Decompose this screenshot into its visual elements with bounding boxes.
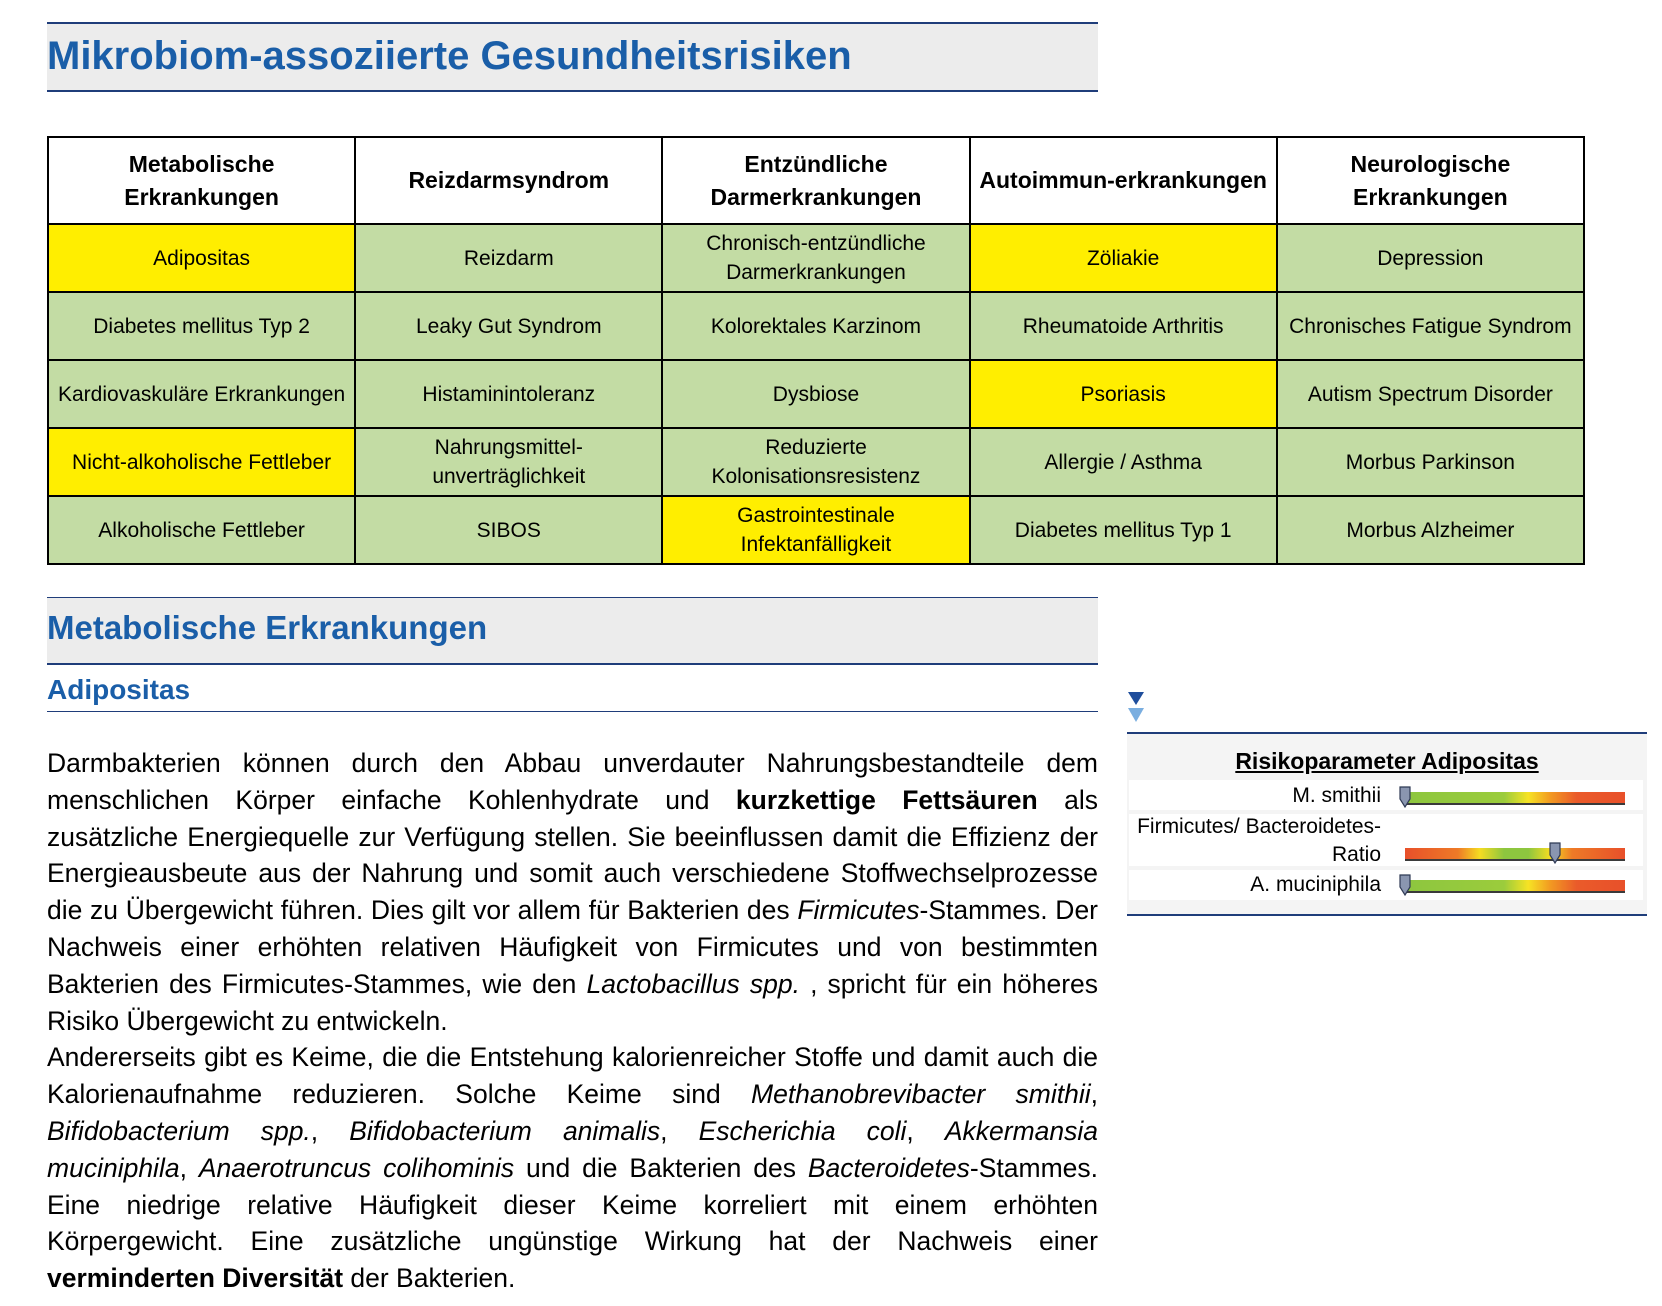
gauge-baseline [1405,891,1625,893]
risk-parameter-label: M. smithii [1292,784,1381,807]
text-run: , [906,1115,945,1146]
table-cell: Chronisches Fatigue Syndrom [1277,292,1584,360]
table-cell: Rheumatoide Arthritis [970,292,1277,360]
gauge-pointer-icon [1399,874,1411,896]
gauge-baseline [1405,803,1625,805]
table-row [48,224,1584,292]
table-row [48,360,1584,428]
text-run: -Stammes. Der Nachweis einer erhöhten relativen Häufigkeit von Firmicutes und von bestimmten Bakterien des Firmicutes-Stammes, wie den [47,895,1099,999]
subsection-header [47,670,1098,712]
header-neurological: Neurologische Erkrankungen [1277,137,1584,224]
table-cell: Kolorektales Karzinom [662,292,969,360]
header-ibd: Entzündliche Darmerkrankungen [662,137,969,224]
table-cell: Alkoholische Fettleber [48,496,355,564]
subsection-title: Adipositas [47,674,191,705]
text-run: , [660,1115,699,1146]
table-cell: Histaminintoleranz [355,360,662,428]
gauge-pointer-icon [1549,842,1561,864]
header-metabolic: Metabolische Erkrankungen [48,137,355,224]
section-title: Metabolische Erkrankungen [47,609,488,646]
text-run: als zusätzliche Energiequelle zur Verfügung stellen. Sie beeinflussen damit die Effizienz der Energieausbeute aus der Nahrung und somit auch verschiedene Stoffwechselprozesse die zu Übergewicht führen. Dies gilt vor allem für Bakterien des [47,784,1098,926]
page-title: Mikrobiom-assoziierte Gesundheitsrisiken [47,34,852,78]
table-cell: Kardiovaskuläre Erkrankungen [48,360,355,428]
text-run: , [1090,1079,1098,1110]
table-cell: Diabetes mellitus Typ 1 [970,496,1277,564]
text-run: -Stammes. Eine niedrige relative Häufigkeit dieser Keime korreliert mit einem erhöhten Körpergewicht. Eine zusätzliche ungünstige Wirkung hat der Nachweis einer [47,1152,1098,1257]
italic-text: Bacteroidetes [807,1152,970,1183]
text-run: Darmbakterien können durch den Abbau unverdauter Nahrungsbestandteile dem menschlichen Körper einfache Kohlenhydrate und [47,748,1098,815]
table-row [48,292,1584,360]
body-paragraph-1 [47,745,1098,1039]
risk-overview-table [47,136,1585,565]
text-run: , [310,1115,350,1146]
italic-text: Bifidobacterium animalis [349,1115,661,1146]
risk-parameter-panel [1127,732,1647,916]
table-header-row [48,137,1584,224]
italic-text: Firmicutes [797,895,920,926]
table-row [48,496,1584,564]
table-cell: Leaky Gut Syndrom [355,292,662,360]
page-title-band [47,22,1098,92]
risk-gauge-bar [1405,880,1625,892]
body-paragraph-2 [47,1039,1098,1297]
table-cell: Reizdarm [355,224,662,292]
table-row [48,428,1584,496]
table-cell: Reduzierte Kolonisationsresistenz [662,428,969,496]
table-cell: Nicht-alkoholische Fettleber [48,428,355,496]
risk-gauge-bar [1405,792,1625,804]
text-run: und die Bakterien des [514,1152,808,1183]
risk-gauge-bar [1405,848,1625,860]
italic-text: Bifidobacterium spp. [47,1115,311,1146]
table-cell: Autism Spectrum Disorder [1277,360,1584,428]
text-run: , spricht für ein höheres Risiko Übergewicht zu entwickeln. [47,968,1099,1036]
table-cell: Allergie / Asthma [970,428,1277,496]
italic-text: Anaerotruncus colihominis [198,1152,515,1183]
text-run: Andererseits gibt es Keime, die die Entstehung kalorienreicher Stoffe und damit auch die Kalorienaufnahme reduzieren. Solche Keime sind [47,1042,1098,1110]
risk-parameter-row [1129,814,1643,866]
table-cell: Zöliakie [970,224,1277,292]
italic-text: Lactobacillus spp. [586,968,800,999]
table-cell: Diabetes mellitus Typ 2 [48,292,355,360]
table-cell: Adipositas [48,224,355,292]
table-cell: Chronisch-entzündliche Darmerkrankungen [662,224,969,292]
risk-panel-title: Risikoparameter Adipositas [1235,748,1539,774]
text-run: der Bakterien. [343,1263,516,1294]
table-cell: Depression [1277,224,1584,292]
table-cell: Morbus Parkinson [1277,428,1584,496]
table-cell: SIBOS [355,496,662,564]
gauge-baseline [1405,859,1625,861]
text-run: , [179,1152,199,1183]
italic-text: Akkermansia muciniphila [47,1115,1098,1183]
risk-parameter-label: A. muciniphila [1250,873,1381,896]
body-text [47,745,1098,1297]
risk-parameter-label: Firmicutes/ Bacteroidetes-Ratio [1137,815,1381,866]
gauge-pointer-icon [1399,786,1411,808]
table-cell: Psoriasis [970,360,1277,428]
table-cell: Dysbiose [662,360,969,428]
section-title-band [47,597,1098,665]
table-cell: Morbus Alzheimer [1277,496,1584,564]
header-ibs: Reizdarmsyndrom [355,137,662,224]
risk-parameter-row [1129,780,1643,810]
bold-text: verminderten Diversität [47,1263,344,1294]
table-cell: Nahrungsmittel-unverträglichkeit [355,428,662,496]
bold-text: kurzkettige Fettsäuren [735,784,1038,815]
header-autoimmune: Autoimmun-erkrankungen [970,137,1277,224]
table-cell: Gastrointestinale Infektanfälligkeit [662,496,969,564]
italic-text: Escherichia coli [698,1115,907,1146]
italic-text: Methanobrevibacter smithii [751,1079,1091,1110]
risk-parameter-row [1129,870,1643,900]
double-triangle-down-icon [1127,691,1145,725]
